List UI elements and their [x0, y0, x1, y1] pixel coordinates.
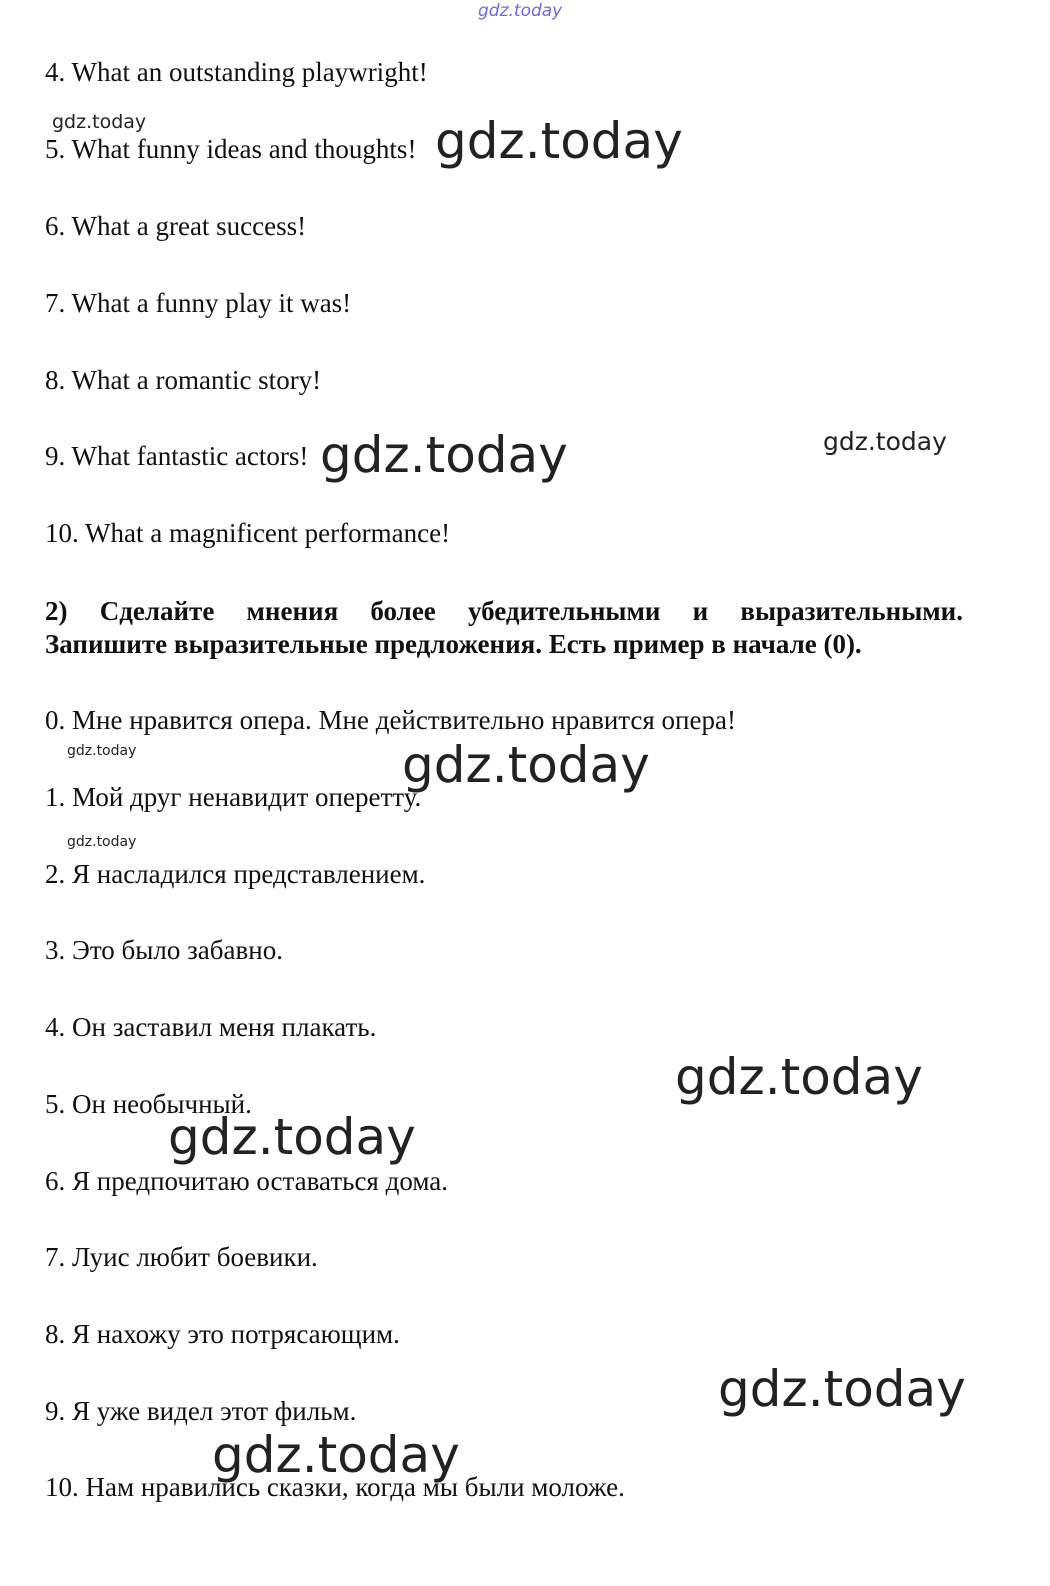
- list-b-item-5: 5. Он необычный.: [45, 1089, 252, 1119]
- list-b-item-7: 7. Луис любит боевики.: [45, 1242, 318, 1272]
- task-2-heading-line-1: 2) Сделайте мнения более убедительными и выразительными.: [45, 596, 963, 626]
- watermark-tiny-2: gdz.today: [67, 834, 137, 850]
- list-b-item-1: 1. Мой друг ненавидит оперетту.: [45, 782, 422, 812]
- list-a-item-10: 10. What a magnificent performance!: [45, 518, 451, 548]
- watermark-big-6: gdz.today: [718, 1360, 966, 1418]
- list-a-item-7: 7. What a funny play it was!: [45, 288, 352, 318]
- watermark-big-7: gdz.today: [212, 1426, 460, 1484]
- list-b-item-10: 10. Нам нравились сказки, когда мы были моложе.: [45, 1472, 625, 1502]
- list-a-item-4: 4. What an outstanding playwright!: [45, 57, 428, 87]
- list-b-item-9: 9. Я уже видел этот фильм.: [45, 1396, 357, 1426]
- list-b-item-6: 6. Я предпочитаю оставаться дома.: [45, 1166, 448, 1196]
- watermark-small-1: gdz.today: [52, 111, 147, 133]
- watermark-mid-1: gdz.today: [823, 427, 947, 456]
- watermark-top: gdz.today: [478, 1, 563, 21]
- task-2-heading: [45, 595, 963, 661]
- task-2-heading-line-2: Запишите выразительные предложения. Есть пример в начале (0).: [45, 629, 862, 659]
- watermark-tiny-1: gdz.today: [67, 743, 137, 759]
- list-a-item-8: 8. What a romantic story!: [45, 365, 322, 395]
- list-b-item-0: 0. Мне нравится опера. Мне действительно нравится опера!: [45, 705, 736, 735]
- watermark-big-5: gdz.today: [168, 1108, 416, 1166]
- list-b-item-3: 3. Это было забавно.: [45, 935, 283, 965]
- list-b-item-8: 8. Я нахожу это потрясающим.: [45, 1319, 400, 1349]
- watermark-big-1: gdz.today: [435, 112, 683, 170]
- list-a-item-6: 6. What a great success!: [45, 211, 307, 241]
- list-a-item-5: 5. What funny ideas and thoughts!: [45, 134, 417, 164]
- watermark-big-4: gdz.today: [675, 1048, 923, 1106]
- list-a-item-9: 9. What fantastic actors!: [45, 441, 309, 471]
- list-b-item-2: 2. Я насладился представлением.: [45, 859, 426, 889]
- watermark-big-2: gdz.today: [320, 426, 568, 484]
- watermark-big-3: gdz.today: [402, 736, 650, 794]
- list-b-item-4: 4. Он заставил меня плакать.: [45, 1012, 377, 1042]
